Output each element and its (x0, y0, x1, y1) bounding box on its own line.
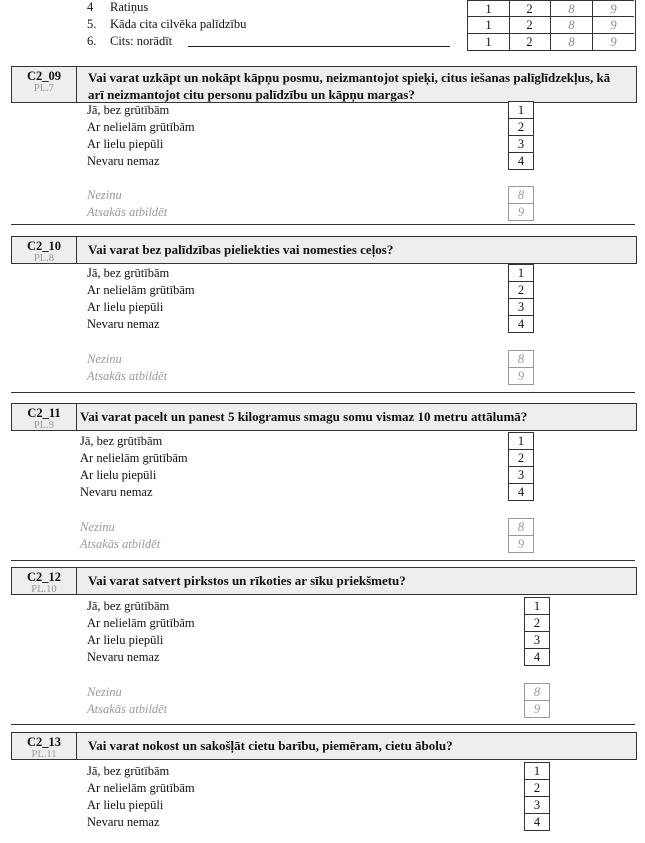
row-number: 6. (87, 34, 97, 48)
question-text: Vai varat pacelt un panest 5 kilogramus smagu somu vismaz 10 metru attālumā? (80, 409, 528, 424)
question-code-cell (12, 237, 77, 263)
option-label: Nevaru nemaz (87, 650, 160, 664)
answer-code-box[interactable]: 9 (524, 700, 550, 718)
option-label: Nevaru nemaz (87, 815, 160, 829)
code-cell[interactable]: 9 (593, 16, 634, 33)
option-label: Atsakās atbildēt (87, 205, 168, 219)
question-code-cell (12, 67, 77, 102)
code-cell[interactable]: 8 (551, 16, 593, 33)
option-label: Nevaru nemaz (87, 154, 160, 168)
answer-code-box[interactable]: 2 (524, 779, 550, 797)
answer-code-box[interactable]: 2 (508, 281, 534, 299)
option-label: Ar lielu piepūli (87, 137, 164, 151)
code-cell[interactable]: 1 (468, 0, 510, 17)
code-cell[interactable]: 9 (593, 33, 634, 50)
answer-code-box[interactable]: 9 (508, 203, 534, 221)
option-label: Ar nelielām grūtībām (80, 451, 188, 465)
answer-code-box[interactable]: 1 (524, 762, 550, 780)
answer-code-box[interactable]: 2 (508, 449, 534, 467)
option-label: Nevaru nemaz (80, 485, 153, 499)
divider (11, 724, 635, 725)
option-label: Ar nelielām grūtībām (87, 120, 195, 134)
answer-code-box[interactable]: 3 (524, 631, 550, 649)
answer-code-box[interactable]: 4 (508, 315, 534, 333)
option-label: Ar nelielām grūtībām (87, 616, 195, 630)
option-label: Ar lielu piepūli (87, 798, 164, 812)
answer-code-box[interactable]: 3 (508, 135, 534, 153)
code-cell[interactable]: 1 (468, 16, 510, 33)
answer-code-box[interactable]: 4 (524, 648, 550, 666)
question-pl-code: PL.10 (31, 584, 57, 595)
row-label: Kāda cita cilvēka palīdzību (110, 17, 247, 31)
answer-code-box[interactable]: 3 (524, 796, 550, 814)
answer-code-box[interactable]: 1 (508, 432, 534, 450)
option-label: Jā, bez grūtībām (87, 764, 170, 778)
divider (11, 392, 635, 393)
question-header (11, 567, 637, 595)
answer-code-box[interactable]: 8 (524, 683, 550, 701)
code-cell[interactable]: 2 (509, 16, 551, 33)
specify-line[interactable] (188, 46, 450, 47)
option-label: Nezinu (87, 685, 122, 699)
option-label: Jā, bez grūtībām (87, 103, 170, 117)
answer-code-box[interactable]: 4 (508, 152, 534, 170)
continuation-code-grid (467, 0, 636, 51)
answer-code-box[interactable]: 9 (508, 535, 534, 553)
answer-code-box[interactable]: 9 (508, 367, 534, 385)
row-label: Cits: norādīt (110, 34, 173, 48)
code-cell[interactable]: 1 (468, 33, 510, 50)
answer-code-box[interactable]: 4 (508, 483, 534, 501)
divider (11, 224, 635, 225)
answer-code-box[interactable]: 2 (524, 614, 550, 632)
answer-code-box[interactable]: 4 (524, 813, 550, 831)
answer-code-box[interactable]: 8 (508, 350, 534, 368)
question-code: C2_09 (26, 69, 62, 83)
question-code-cell (12, 404, 77, 430)
question-header (11, 236, 637, 264)
option-label: Ar nelielām grūtībām (87, 781, 195, 795)
question-code-cell (12, 733, 77, 759)
question-header (11, 732, 637, 760)
question-pl-code: PL.9 (33, 420, 55, 431)
option-label: Atsakās atbildēt (87, 369, 168, 383)
question-text: Vai varat bez palīdzības pieliekties vai nomesties ceļos? (88, 242, 394, 257)
option-label: Nezinu (80, 520, 115, 534)
answer-code-box[interactable]: 8 (508, 186, 534, 204)
row-label: Ratiņus (110, 0, 149, 14)
question-pl-code: PL.11 (31, 749, 57, 760)
option-label: Nezinu (87, 188, 122, 202)
code-cell[interactable]: 8 (551, 0, 593, 17)
question-code: C2_10 (26, 239, 62, 253)
row-number: 4 (87, 0, 94, 14)
code-cell[interactable]: 2 (509, 33, 551, 50)
question-text: Vai varat uzkāpt un nokāpt kāpņu posmu, neizmantojot spieķi, citus iešanas palīglīdzekļus, kā arī neizmantojot citu personu palīdzību un kāpņu margas? (88, 70, 611, 102)
answer-code-box[interactable]: 3 (508, 298, 534, 316)
option-label: Ar lielu piepūli (80, 468, 157, 482)
option-label: Atsakās atbildēt (87, 702, 168, 716)
option-label: Nevaru nemaz (87, 317, 160, 331)
code-cell[interactable]: 8 (551, 33, 593, 50)
code-cell[interactable]: 2 (509, 0, 551, 17)
divider (11, 560, 635, 561)
question-header (11, 403, 637, 431)
question-code: C2_11 (27, 406, 61, 420)
option-label: Ar lielu piepūli (87, 300, 164, 314)
answer-code-box[interactable]: 8 (508, 518, 534, 536)
option-label: Atsakās atbildēt (80, 537, 161, 551)
answer-code-box[interactable]: 2 (508, 118, 534, 136)
question-pl-code: PL.8 (33, 253, 55, 264)
question-header (11, 66, 637, 103)
question-text: Vai varat nokost un sakošļāt cietu barību, piemēram, cietu ābolu? (88, 738, 453, 753)
question-code: C2_12 (26, 570, 62, 584)
code-cell[interactable]: 9 (593, 0, 634, 17)
question-text: Vai varat satvert pirkstos un rīkoties ar sīku priekšmetu? (88, 573, 406, 588)
option-label: Ar lielu piepūli (87, 633, 164, 647)
question-code: C2_13 (26, 735, 62, 749)
option-label: Nezinu (87, 352, 122, 366)
answer-code-box[interactable]: 1 (508, 101, 534, 119)
option-label: Ar nelielām grūtībām (87, 283, 195, 297)
answer-code-box[interactable]: 1 (508, 264, 534, 282)
question-code-cell (12, 568, 77, 594)
answer-code-box[interactable]: 1 (524, 597, 550, 615)
answer-code-box[interactable]: 3 (508, 466, 534, 484)
question-pl-code: PL.7 (33, 83, 55, 94)
option-label: Jā, bez grūtībām (80, 434, 163, 448)
option-label: Jā, bez grūtībām (87, 266, 170, 280)
option-label: Jā, bez grūtībām (87, 599, 170, 613)
row-number: 5. (87, 17, 97, 31)
